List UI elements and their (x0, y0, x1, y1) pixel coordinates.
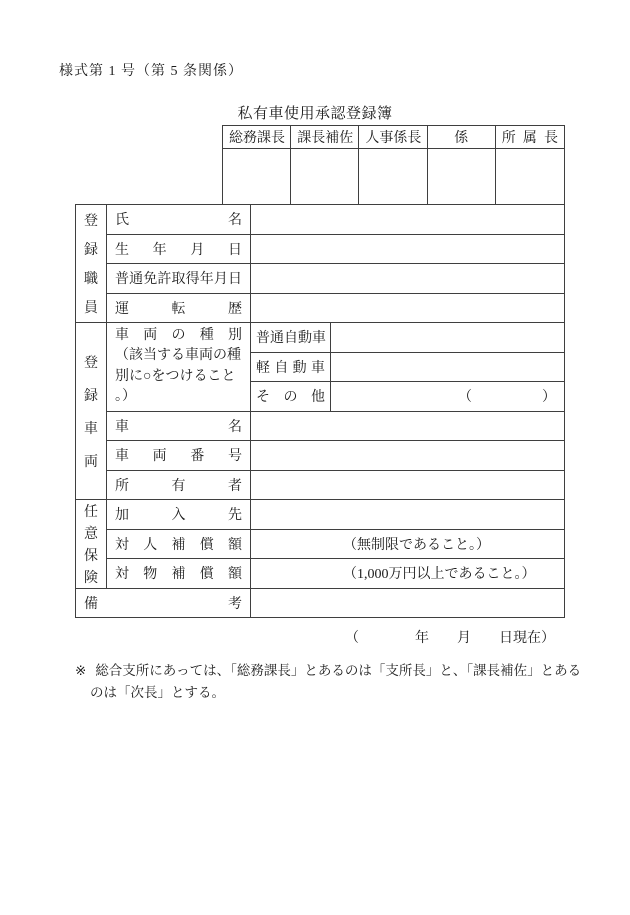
value-cell-remarks (251, 589, 564, 619)
value-cell-insurer (251, 500, 564, 530)
approval-stamp-cell (291, 149, 359, 204)
value-cell-kei-car (331, 353, 564, 383)
row-label-personal-coverage: 対 人 補 償 額 (107, 530, 251, 560)
approval-header-jinji-kakaricho: 人 事 係 長 (359, 126, 427, 149)
option-label-kei-car: 軽 自 動 車 (251, 353, 331, 383)
row-label-birthdate: 生 年 月 日 (107, 235, 251, 265)
value-cell-name (251, 205, 564, 235)
value-cell-standard-car (331, 323, 564, 353)
approval-stamp-cell (359, 149, 427, 204)
footnote-text: 総合支所にあっては、「総務課長」とあるのは「支所長」と、「課長補佐」とあるのは「次長」とする。 (90, 663, 582, 700)
date-line: （ 年 月 日現在） (345, 631, 555, 646)
row-label-car-name: 車 名 (107, 412, 251, 442)
approval-header-shozokucho: 所 属 長 (496, 126, 564, 149)
approval-header-kacho-hosa: 課 長 補 佐 (291, 126, 359, 149)
section-label-employee: 登 録 職 員 (76, 205, 107, 323)
approval-header-soumu-kacho: 総 務 課 長 (223, 126, 291, 149)
option-label-standard-car: 普 通 自 動 車 (251, 323, 331, 353)
value-cell-personal-coverage: （無制限であること。） (251, 530, 564, 560)
row-label-property-coverage: 対 物 補 償 額 (107, 559, 251, 589)
row-label-driving-history: 運 転 歴 (107, 294, 251, 324)
value-cell-owner (251, 471, 564, 501)
row-label-vehicle-type (107, 323, 251, 412)
value-cell-license-date (251, 264, 564, 294)
approval-header-kakari: 係 (428, 126, 496, 149)
approval-stamp-cell (223, 149, 291, 204)
value-cell-car-name (251, 412, 564, 442)
approval-table (222, 125, 565, 205)
value-cell-birthdate (251, 235, 564, 265)
footnote (75, 660, 582, 703)
value-cell-car-number (251, 441, 564, 471)
vehicle-type-label: 車 両 の 種 別 (115, 327, 242, 343)
row-label-car-number: 車 両 番 号 (107, 441, 251, 471)
vehicle-type-note: （該当する車両の種別に○をつけること。） (115, 348, 241, 404)
row-label-remarks: 備 考 (76, 589, 251, 619)
row-label-name: 氏 名 (107, 205, 251, 235)
form-number: 様式第 1 号（第 5 条関係） (59, 64, 243, 79)
registration-table (75, 204, 565, 618)
section-label-vehicle: 登 録 車 両 (76, 323, 107, 500)
row-label-owner: 所 有 者 (107, 471, 251, 501)
option-label-other: そ の 他 (251, 382, 331, 412)
section-label-insurance: 任 意 保 険 (76, 500, 107, 589)
value-cell-property-coverage: （1,000万円以上であること。） (251, 559, 564, 589)
value-cell-other-parentheses: （ ） (331, 382, 564, 412)
value-cell-driving-history (251, 294, 564, 324)
row-label-license-date: 普 通 免 許 取 得 年 月 日 (107, 264, 251, 294)
approval-stamp-cell (496, 149, 564, 204)
approval-stamp-cell (428, 149, 496, 204)
row-label-insurer: 加 入 先 (107, 500, 251, 530)
page-title: 私有車使用承認登録簿 (237, 106, 393, 122)
footnote-marker: ※ (75, 663, 87, 678)
